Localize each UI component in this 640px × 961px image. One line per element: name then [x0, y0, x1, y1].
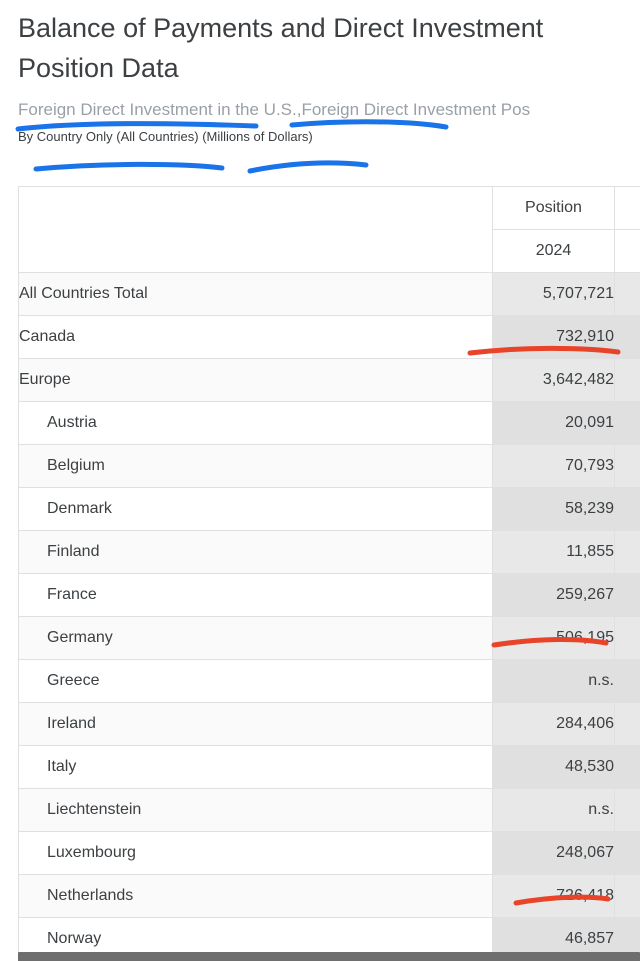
table-row	[19, 875, 640, 918]
row-label: Norway	[19, 918, 493, 961]
row-value: 284,406	[493, 703, 615, 746]
row-label: Canada	[19, 316, 493, 359]
row-value: 726,418	[493, 875, 615, 918]
row-value-overflow	[615, 273, 640, 316]
header-measure-position: Position	[493, 187, 615, 230]
table-body	[19, 273, 640, 961]
table-row	[19, 531, 640, 574]
header-year-overflow	[615, 230, 640, 273]
row-label: Greece	[19, 660, 493, 703]
table-row	[19, 832, 640, 875]
row-value: n.s.	[493, 789, 615, 832]
row-label: Ireland	[19, 703, 493, 746]
row-value-overflow	[615, 660, 640, 703]
row-label: Luxembourg	[19, 832, 493, 875]
row-value: 732,910	[493, 316, 615, 359]
table-row	[19, 445, 640, 488]
blue-underline-icon	[36, 164, 222, 169]
row-label: France	[19, 574, 493, 617]
row-value: 48,530	[493, 746, 615, 789]
row-label: Denmark	[19, 488, 493, 531]
row-value: 20,091	[493, 402, 615, 445]
data-table-container[interactable]	[18, 186, 640, 961]
row-value-overflow	[615, 488, 640, 531]
table-row	[19, 660, 640, 703]
row-value: 46,857	[493, 918, 615, 961]
row-label: All Countries Total	[19, 273, 493, 316]
document-page	[0, 8, 640, 961]
row-value: 58,239	[493, 488, 615, 531]
row-value-overflow	[615, 402, 640, 445]
horizontal-scrollbar[interactable]	[18, 952, 640, 961]
table-row	[19, 488, 640, 531]
row-value-overflow	[615, 359, 640, 402]
row-value: 506,195	[493, 617, 615, 660]
investment-position-table	[18, 186, 640, 961]
row-value: 3,642,482	[493, 359, 615, 402]
table-row	[19, 703, 640, 746]
header-blank-cell	[19, 187, 493, 273]
row-value-overflow	[615, 617, 640, 660]
page-subtitle: Foreign Direct Investment in the U.S.,Foreign Direct Investment Pos	[18, 100, 531, 119]
header-measure-position-overflow	[615, 187, 640, 230]
row-value: 5,707,721	[493, 273, 615, 316]
table-row	[19, 789, 640, 832]
blue-underline-icon	[250, 163, 366, 171]
row-value-overflow	[615, 789, 640, 832]
row-value-overflow	[615, 316, 640, 359]
table-row	[19, 359, 640, 402]
row-value: 248,067	[493, 832, 615, 875]
row-label: Netherlands	[19, 875, 493, 918]
row-value: 259,267	[493, 574, 615, 617]
blue-underline-icon	[292, 122, 446, 127]
row-value-overflow	[615, 574, 640, 617]
row-label: Austria	[19, 402, 493, 445]
table-row	[19, 402, 640, 445]
row-value-overflow	[615, 875, 640, 918]
row-value: 11,855	[493, 531, 615, 574]
row-label: Germany	[19, 617, 493, 660]
header-year-2024: 2024	[493, 230, 615, 273]
table-row	[19, 617, 640, 660]
row-value: n.s.	[493, 660, 615, 703]
row-value-overflow	[615, 832, 640, 875]
page-title: Balance of Payments and Direct Investment Position Data	[18, 13, 544, 83]
row-label: Belgium	[19, 445, 493, 488]
table-row	[19, 316, 640, 359]
row-label: Liechtenstein	[19, 789, 493, 832]
row-value-overflow	[615, 703, 640, 746]
table-header-row-1	[19, 187, 640, 230]
row-label: Europe	[19, 359, 493, 402]
table-row	[19, 574, 640, 617]
row-label: Finland	[19, 531, 493, 574]
row-value-overflow	[615, 746, 640, 789]
page-subnote: By Country Only (All Countries) (Millions of Dollars)	[18, 129, 313, 144]
row-label: Italy	[19, 746, 493, 789]
row-value-overflow	[615, 531, 640, 574]
table-row	[19, 273, 640, 316]
row-value: 70,793	[493, 445, 615, 488]
table-row	[19, 746, 640, 789]
row-value-overflow	[615, 445, 640, 488]
